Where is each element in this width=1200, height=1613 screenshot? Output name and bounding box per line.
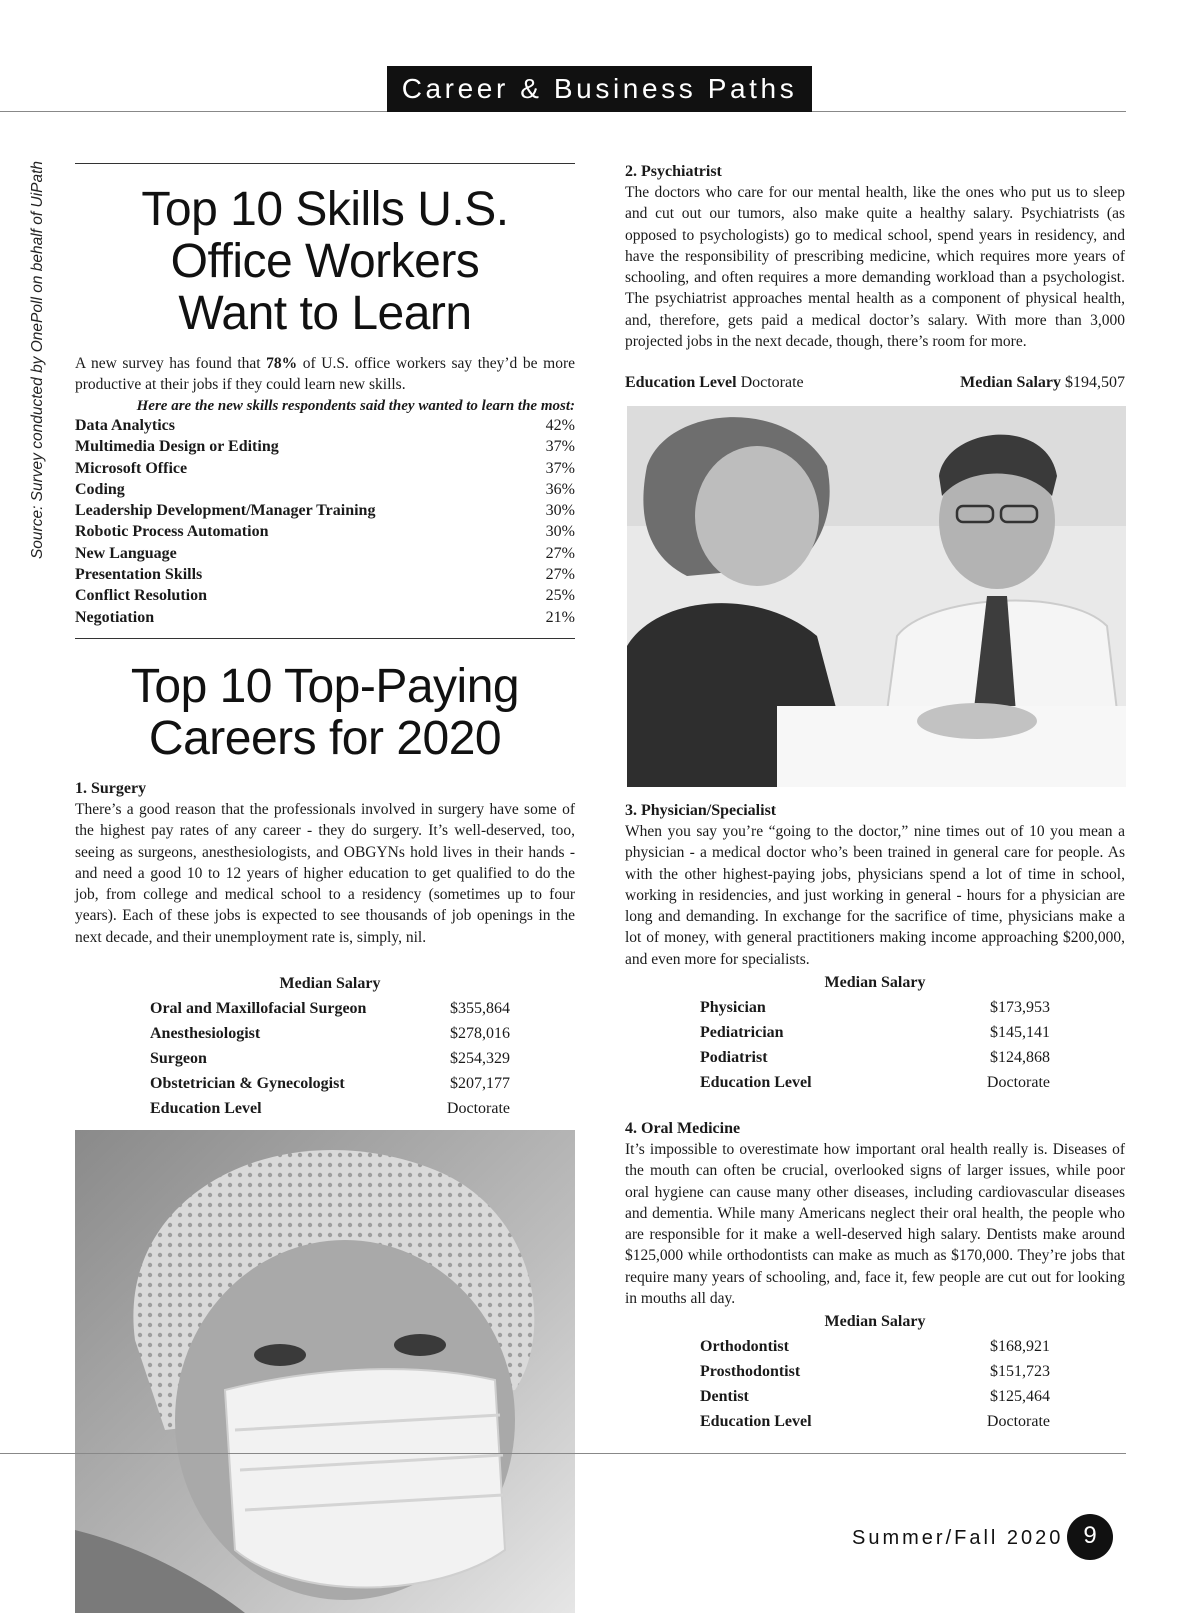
salary-value: $254,329	[450, 1050, 510, 1067]
psychiatrist-meta	[625, 372, 1125, 394]
job-title: Physician	[700, 999, 766, 1016]
education-value: Doctorate	[986, 1074, 1050, 1091]
salary-row	[150, 1021, 510, 1046]
surgery-salary-table	[150, 971, 510, 1121]
skills-subheading: Here are the new skills respondents said they wanted to learn the most:	[136, 398, 575, 414]
skill-name: Multimedia Design or Editing	[75, 438, 279, 456]
footer-rule	[0, 1453, 1126, 1454]
skill-percent: 36%	[545, 480, 575, 498]
job-title: Anesthesiologist	[150, 1025, 261, 1042]
skill-percent: 25%	[545, 587, 575, 605]
salary-row	[700, 1359, 1050, 1384]
skills-list	[75, 415, 575, 628]
education-label: Education Level	[700, 1413, 812, 1430]
education-value: Doctorate	[740, 374, 804, 391]
salary-value: $207,177	[450, 1075, 510, 1092]
skill-percent: 21%	[545, 608, 575, 626]
surgeon-photo-illustration	[75, 1130, 575, 1613]
salary-value: $355,864	[450, 1000, 510, 1017]
skill-name: Conflict Resolution	[75, 587, 207, 605]
psychiatrist-heading: 2. Psychiatrist	[625, 163, 722, 180]
careers-title	[75, 661, 575, 765]
education-row	[700, 1409, 1050, 1434]
salary-row	[150, 1046, 510, 1071]
skills-intro-text: A new survey has found that	[75, 355, 267, 372]
skill-row	[75, 479, 575, 500]
skill-name: Negotiation	[75, 608, 155, 626]
salary-row	[150, 1071, 510, 1096]
education-label: Education Level	[625, 374, 737, 391]
psychiatrist-body: The doctors who care for our mental health, like the ones who put us to sleep and cut out our tumors, also make quite a healthy salary. Psychiatrists (as opposed to psychologists) go to medical school, spend years in residency, and have the responsibility of prescribing medicine, which requires more years of schooling, and often requires a more demanding workload than a psychologist. The psychiatrist approaches mental health as a component of physical health, and, therefore, gets paid a medical doctor’s salary. With more than 3,000 projected jobs in the next decade, though, there’s room for more.	[625, 184, 1125, 351]
salary-value: $124,868	[990, 1049, 1050, 1066]
physician-heading: 3. Physician/Specialist	[625, 802, 777, 819]
skills-title-line: Want to Learn	[178, 287, 472, 340]
job-title: Obstetrician & Gynecologist	[150, 1075, 345, 1092]
skill-name: Robotic Process Automation	[75, 523, 269, 541]
salary-row	[700, 1045, 1050, 1070]
skills-intro-text: of U.S. office workers say they’d be more productive at their jobs if they could learn new skills.	[75, 355, 575, 394]
skill-percent: 30%	[545, 502, 575, 520]
salary-info	[960, 372, 1125, 394]
skill-percent: 27%	[545, 566, 575, 584]
skills-top-rule	[75, 163, 575, 164]
job-title: Orthodontist	[700, 1338, 789, 1355]
job-title: Dentist	[700, 1388, 749, 1405]
salary-value: $145,141	[990, 1024, 1050, 1041]
skills-title-line: Office Workers	[170, 235, 480, 288]
salary-table-title: Median Salary	[824, 1313, 926, 1330]
salary-value: $278,016	[450, 1025, 510, 1042]
skill-name: Leadership Development/Manager Training	[75, 502, 376, 520]
careers-title-line: Careers for 2020	[148, 712, 502, 765]
section-banner: Career & Business Paths	[387, 66, 812, 112]
salary-row	[150, 996, 510, 1021]
skill-row	[75, 436, 575, 457]
salary-value: $168,921	[990, 1338, 1050, 1355]
education-info	[625, 372, 804, 394]
salary-value: $194,507	[1065, 374, 1125, 391]
education-row	[700, 1070, 1050, 1095]
page-number: 9	[1067, 1514, 1113, 1560]
skill-row	[75, 607, 575, 628]
salary-value: $151,723	[990, 1363, 1050, 1380]
oral-medicine-body: It’s impossible to overestimate how important oral health really is. Diseases of the mouth can often be crucial, overlooked signs of larger issues, while poor oral hygiene can cause many other diseases, including cardiovascular diseases and dementia. While many Americans neglect their oral health, the people who are responsible for it make a well-deserved high salary. Dentists make around $125,000 while orthodontists can make as much as $170,000. They’re jobs that require many years of schooling, and, face it, few people are cut out for looking in mouths all day.	[625, 1141, 1125, 1308]
education-value: Doctorate	[986, 1413, 1050, 1430]
skill-row	[75, 500, 575, 521]
skills-intro-stat: 78%	[266, 355, 298, 372]
salary-row	[700, 1384, 1050, 1409]
physician-body: When you say you’re “going to the doctor,” nine times out of 10 you mean a physician - a medical doctor who’s been trained in general care for people. As with the other highest-paying jobs, physicians spend a lot of time in school, working in residencies, and just working in general - hours for a physician are long and demanding. In exchange for the sacrifice of time, physicians make a lot of money, with general practitioners making income approaching $200,000, and even more for specialists.	[625, 823, 1125, 968]
skill-row	[75, 415, 575, 436]
salary-table-title: Median Salary	[824, 974, 926, 991]
salary-table-title: Median Salary	[279, 975, 381, 992]
job-title: Oral and Maxillofacial Surgeon	[150, 1000, 367, 1017]
surgeon-photo	[75, 1130, 575, 1613]
skill-percent: 42%	[545, 417, 575, 434]
job-title: Prosthodontist	[700, 1363, 801, 1380]
salary-row	[700, 1334, 1050, 1359]
oral-medicine-heading: 4. Oral Medicine	[625, 1120, 741, 1137]
skills-intro	[75, 353, 575, 396]
skill-name: Coding	[75, 480, 125, 498]
skill-row	[75, 543, 575, 564]
education-label: Education Level	[700, 1074, 812, 1091]
surgery-heading: 1. Surgery	[75, 780, 147, 797]
education-label: Education Level	[150, 1100, 262, 1117]
physician-salary-table	[700, 970, 1050, 1095]
salary-row	[700, 1020, 1050, 1045]
job-title: Surgeon	[150, 1050, 207, 1067]
doctor-patient-photo	[627, 406, 1126, 787]
salary-label: Median Salary	[960, 374, 1061, 391]
skill-row	[75, 521, 575, 542]
salary-row	[700, 995, 1050, 1020]
skill-name: Microsoft Office	[75, 459, 188, 477]
skill-percent: 37%	[545, 459, 575, 477]
skill-percent: 30%	[545, 523, 575, 541]
oral-salary-table	[700, 1309, 1050, 1434]
issue-label: Summer/Fall 2020	[852, 1527, 1064, 1549]
skill-percent: 27%	[545, 544, 575, 562]
skill-percent: 37%	[545, 438, 575, 456]
job-title: Podiatrist	[700, 1049, 768, 1066]
source-credit: Source: Survey conducted by OnePoll on behalf of UiPath	[29, 160, 46, 560]
skills-title-line: Top 10 Skills U.S.	[141, 183, 509, 236]
salary-value: $125,464	[990, 1388, 1050, 1405]
skill-name: New Language	[75, 544, 177, 562]
skill-row	[75, 564, 575, 585]
doctor-patient-photo-illustration	[627, 406, 1126, 787]
education-row	[150, 1096, 510, 1121]
skill-name: Data Analytics	[75, 417, 175, 434]
skill-row	[75, 585, 575, 606]
skills-bottom-rule	[75, 638, 575, 639]
salary-value: $173,953	[990, 999, 1050, 1016]
skill-name: Presentation Skills	[75, 566, 203, 584]
careers-title-line: Top 10 Top-Paying	[130, 660, 520, 713]
skill-row	[75, 458, 575, 479]
education-value: Doctorate	[446, 1100, 510, 1117]
skills-title	[75, 184, 575, 340]
surgery-body: There’s a good reason that the professionals involved in surgery have some of the highest pay rates of any career - they do surgery. It’s well-deserved, too, seeing as surgeons, anesthesiologists, and OBGYNs hold lives in their hands - and need a good 10 to 12 years of higher education to get qualified to do the job, from college and medical school to a residency (sometimes up to four years). Each of these jobs is expected to see thousands of job openings in the next decade, and their unemployment rate is, simply, nil.	[75, 801, 575, 946]
job-title: Pediatrician	[700, 1024, 784, 1041]
